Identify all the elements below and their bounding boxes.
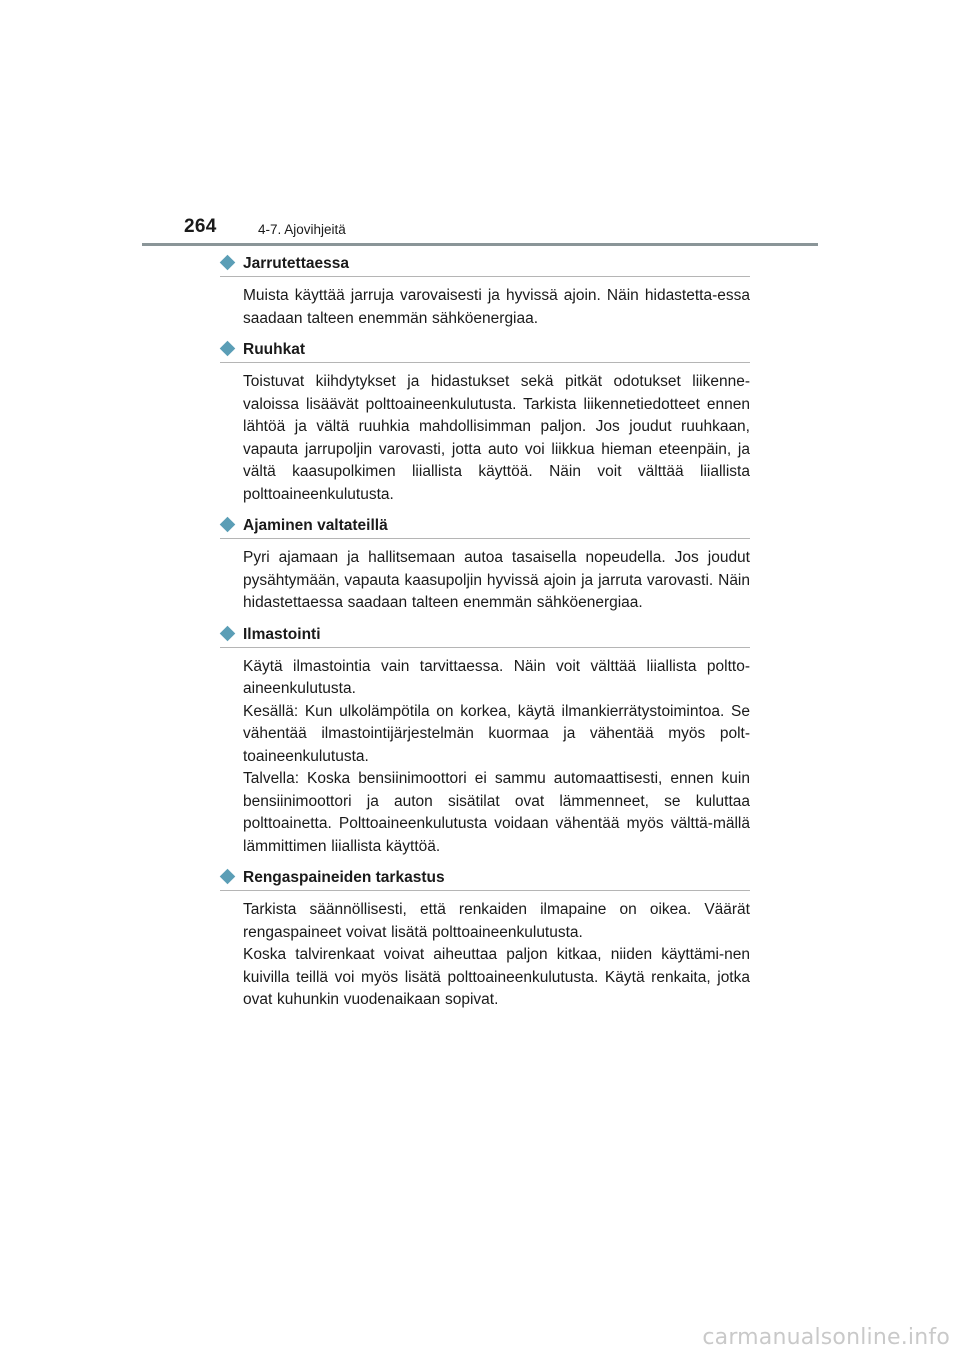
page-number: 264 [184,216,217,237]
page-header [0,0,960,250]
section-title: Jarrutettaessa [243,255,349,272]
diamond-bullet-icon [220,517,236,533]
section-title: Ajaminen valtateillä [243,517,388,534]
section-paragraph: Toistuvat kiihdytykset ja hidastukset sekä pitkät odotukset liikenne-valoissa lisäävät polttoaineenkulutusta. Tarkista liikennetiedotteet ennen lähtöä ja vältä ruuhkia mahdollisimman paljon. Jos joudut ruuhkaan, vapauta jarrupoljin varovasti, jotta auto voi liikkua hieman eteenpäin, ja vältä kaasupolkimen liiallista käyttöä. Näin voit välttää liiallista polttoaineenkulutusta. [243,373,750,503]
section-jarrutettaessa [220,254,750,330]
section-paragraph: Kesällä: Kun ulkolämpötila on korkea, käytä ilmankierrätystoimintoa. Se vähentää ilmastointijärjestelmän kuormaa ja vähentää myös polt-toaineenkulutusta. [243,702,750,765]
section-ilmastointi [220,625,750,859]
section-title: Ilmastointi [243,625,321,643]
section-ruuhkat [220,340,750,506]
section-ajaminen-valtateilla [220,516,750,615]
section-heading [220,516,750,539]
section-rengaspaineiden-tarkastus [220,868,750,1012]
section-paragraph: Muista käyttää jarruja varovaisesti ja hyvissä ajoin. Näin hidastetta-essa saadaan talteen enemmän sähköenergiaa. [243,287,750,327]
section-paragraph: Käytä ilmastointia vain tarvittaessa. Näin voit välttää liiallista poltto-aineenkulutusta. [243,657,750,697]
section-title: Rengaspaineiden tarkastus [243,869,445,886]
page-content [220,254,750,1022]
header-divider [142,243,818,246]
section-paragraph: Talvella: Koska bensiinimoottori ei sammu automaattisesti, ennen kuin bensiinimoottori ja auton sisätilat ovat lämmenneet, se kuluttaa polttoainetta. Polttoaineenkulutusta voidaan vähentää myös välttä-mällä lämmittimen liiallista käyttöä. [243,770,750,855]
section-paragraph: Pyri ajamaan ja hallitsemaan autoa tasaisella nopeudella. Jos joudut pysähtymään, vapauta kaasupoljin hyvissä ajoin ja jarruta varovasti. Näin hidastettaessa saadaan talteen enemmän sähköenergiaa. [243,549,750,611]
diamond-bullet-icon [220,255,236,271]
section-paragraph: Koska talvirenkaat voivat aiheuttaa paljon kitkaa, niiden käyttämi-nen kuivilla teillä voi myös lisätä polttoaineenkulutusta. Käytä renkaita, jotka ovat kuhunkin vuodenaikaan sopivat. [243,946,750,1008]
section-heading [220,340,750,363]
diamond-bullet-icon [220,625,236,641]
section-paragraph: Tarkista säännöllisesti, että renkaiden ilmapaine on oikea. Väärät rengaspaineet voivat lisätä polttoaineenkulutusta. [243,901,750,941]
chapter-title: 4-7. Ajovihjeitä [258,222,346,237]
section-heading [220,625,750,648]
watermark: carmanualsonline.info [702,1325,950,1350]
diamond-bullet-icon [220,341,236,357]
diamond-bullet-icon [220,869,236,885]
section-heading [220,254,750,277]
section-heading [220,868,750,891]
section-title: Ruuhkat [243,341,305,358]
